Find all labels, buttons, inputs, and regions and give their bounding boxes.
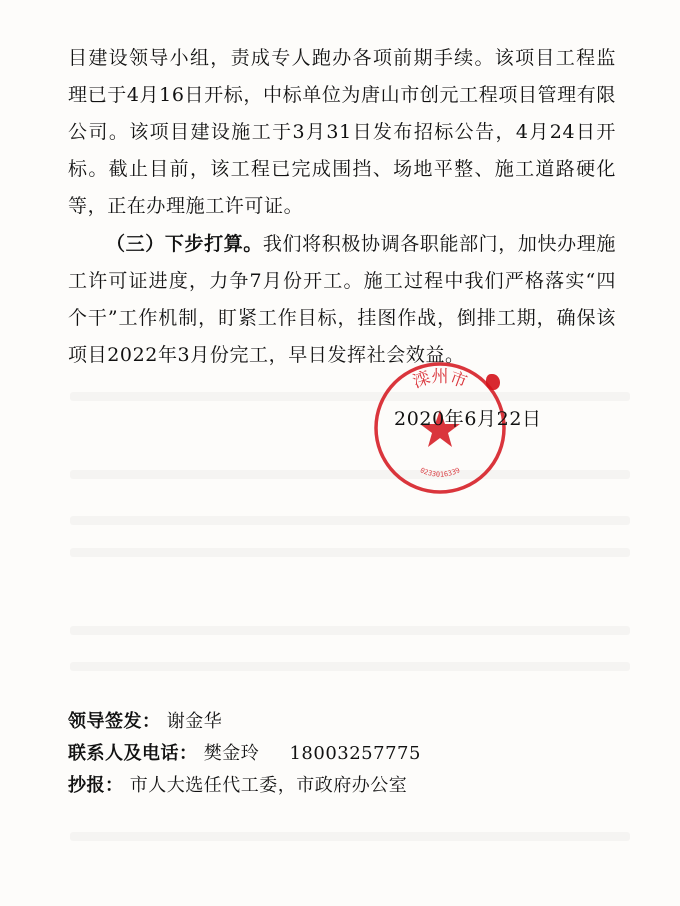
body-paragraph-2 <box>68 226 616 374</box>
contact-name: 樊金玲 <box>203 743 260 764</box>
red-ink-mark <box>486 374 500 390</box>
contact-phone: 18003257775 <box>289 743 421 764</box>
bleed-through-line <box>70 548 630 557</box>
bleed-through-line <box>70 662 630 671</box>
bleed-through-line <box>70 626 630 635</box>
bleed-through-line <box>70 392 630 401</box>
seal-text: 滦州市 <box>410 367 470 393</box>
bleed-through-line <box>70 516 630 525</box>
cc-value: 市人大选任代工委，市政府办公室 <box>129 775 408 796</box>
cc-info <box>68 771 407 797</box>
seal-number: 0233016339 <box>418 466 462 479</box>
section-body: 我们将积极协调各职能部门，加快办理施工许可证进度，力争7月份开工。施工过程中我们严格落实“四个干”工作机制，盯紧工作目标，挂图作战，倒排工期，确保该项目2022年3月份完工，早日发挥社会效益。 <box>68 233 616 366</box>
contact-info <box>68 739 421 765</box>
leader-label: 领导签发： <box>68 711 161 732</box>
bleed-through-line <box>70 832 630 841</box>
cc-label: 抄报： <box>68 775 124 796</box>
section-heading: （三）下步打算。 <box>106 233 263 255</box>
leader-approval <box>68 707 222 733</box>
bleed-through-line <box>70 470 630 479</box>
contact-label: 联系人及电话： <box>68 743 198 764</box>
document-date: 2020年6月22日 <box>394 408 542 430</box>
leader-name: 谢金华 <box>166 711 223 732</box>
body-paragraph-1: 目建设领导小组，责成专人跑办各项前期手续。该项目工程监理已于4月16日开标，中标单位为唐山市创元工程项目管理有限公司。该项目建设施工于3月31日发布招标公告，4月24日开标。截止目前，该工程已完成围挡、场地平整、施工道路硬化等，正在办理施工许可证。 <box>68 47 616 217</box>
